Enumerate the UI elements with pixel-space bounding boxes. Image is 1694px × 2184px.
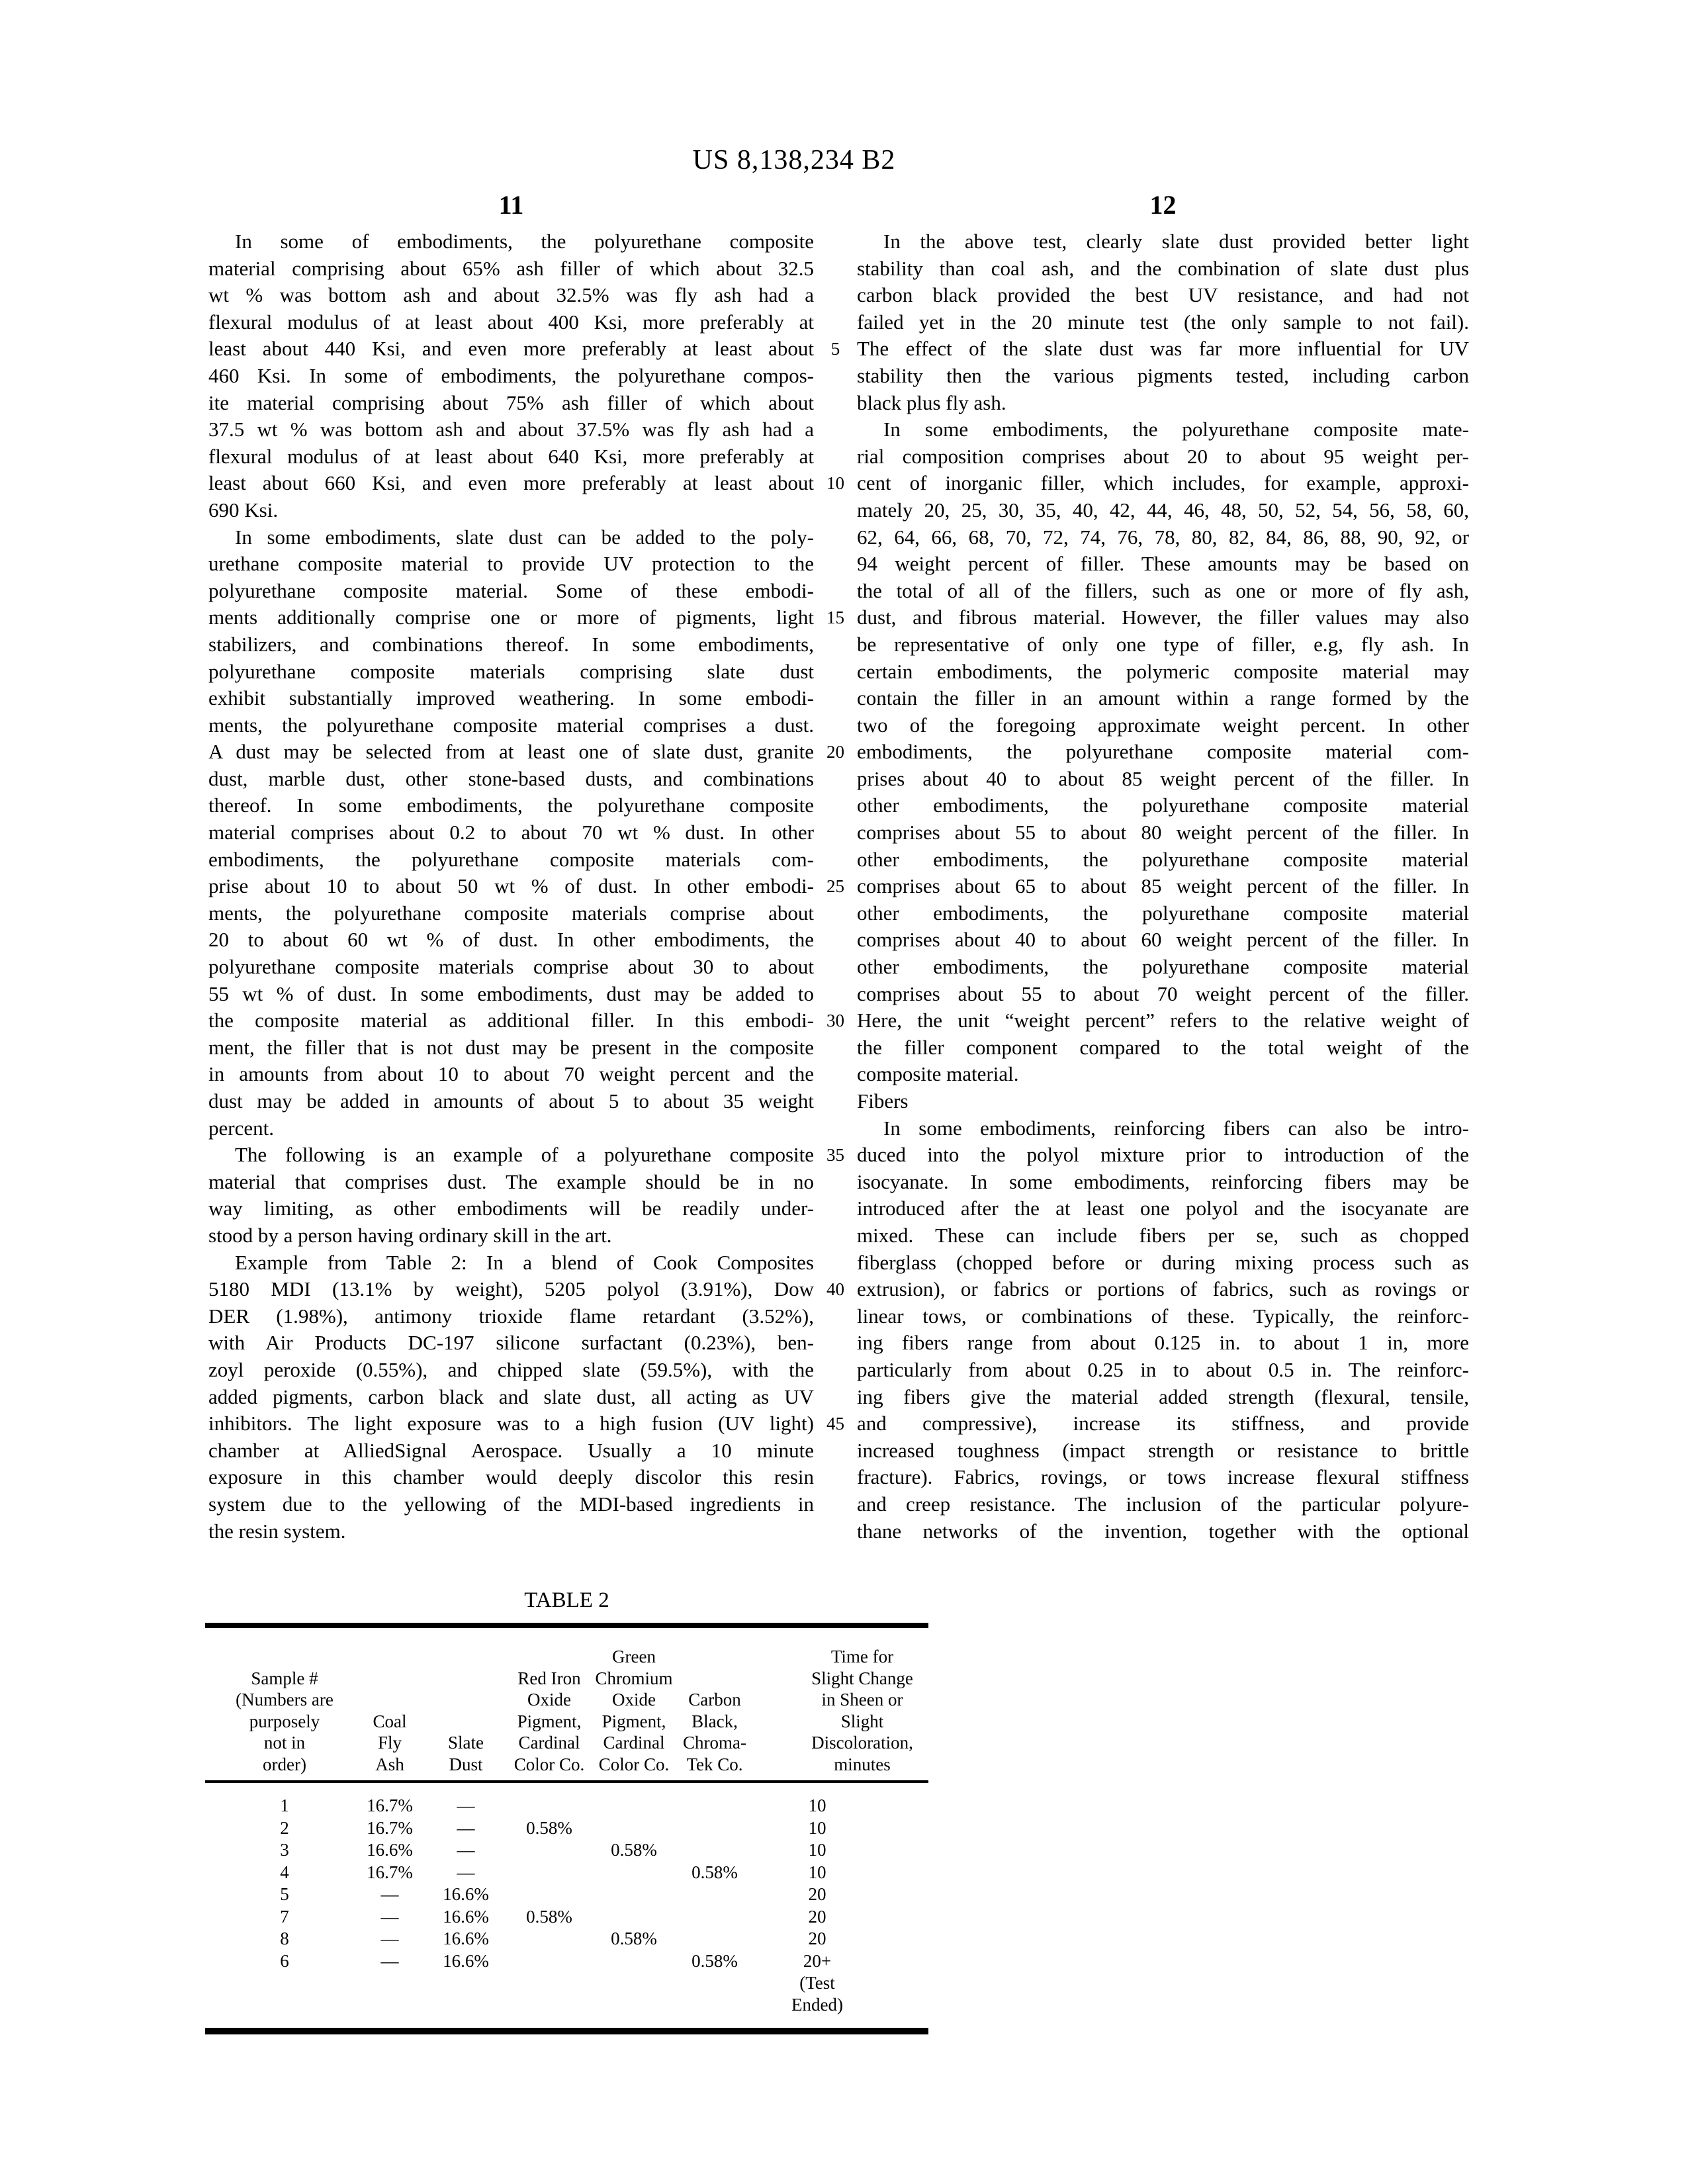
table-cell: 10	[808, 1796, 826, 1815]
text-line: DER (1.98%), antimony trioxide flame retardant (3.52%),	[208, 1304, 814, 1328]
line-number: 15	[826, 608, 844, 628]
patent-column-11	[208, 228, 814, 1545]
table-cell: 16.6%	[443, 1906, 489, 1927]
text-line: comprises about 55 to about 80 weight percent of the filler. In	[857, 821, 1469, 844]
text-line: thane networks of the invention, together with the optional	[857, 1519, 1469, 1543]
table-header-cell: Slate Dust	[448, 1733, 484, 1774]
line-number: 25	[826, 876, 844, 897]
text-line: the resin system.	[208, 1519, 346, 1543]
table-cell: 0.58%	[611, 1929, 657, 1948]
text-line: In some embodiments, slate dust can be added to the poly-	[235, 525, 814, 549]
table-header-cell: Red Iron Oxide Pigment, Cardinal Color Co.	[513, 1668, 585, 1774]
text-line: stability than coal ash, and the combination of slate dust plus	[857, 256, 1469, 280]
text-line: ing fibers give the material added strength (flexural, tensile,	[857, 1385, 1469, 1408]
table-cell: 0.58%	[691, 1862, 738, 1882]
text-line: ments, the polyurethane composite material comprises a dust.	[208, 713, 814, 737]
text-line: the total of all of the fillers, such as one or more of fly ash,	[857, 578, 1469, 602]
line-number: 35	[826, 1145, 844, 1165]
table-header-row	[205, 1628, 928, 1780]
text-line: In some embodiments, reinforcing fibers can also be intro-	[883, 1116, 1469, 1140]
table-row	[205, 1906, 928, 1929]
table-cell: 10	[808, 1840, 826, 1860]
text-line: In the above test, clearly slate dust provided better light	[883, 230, 1469, 253]
table-header-cell: Time for Slight Change in Sheen or Slight Discoloration, minutes	[811, 1647, 913, 1774]
text-line: ments additionally comprise one or more of pigments, light	[208, 606, 814, 629]
text-line: cent of inorganic filler, which includes, for example, approxi-	[857, 471, 1469, 495]
table-cell: 20	[808, 1929, 826, 1948]
table-cell: 0.58%	[691, 1950, 738, 1971]
text-line: polyurethane composite materials comprising slate dust	[208, 659, 814, 683]
table-cell: —	[457, 1796, 475, 1815]
text-line: 460 Ksi. In some of embodiments, the polyurethane compos-	[208, 363, 814, 387]
text-line: embodiments, the polyurethane composite material com-	[857, 740, 1469, 764]
text-line: In some of embodiments, the polyurethane composite	[235, 230, 814, 253]
text-line: material comprising about 65% ash filler of which about 32.5	[208, 256, 814, 280]
text-line: other embodiments, the polyurethane composite material	[857, 847, 1469, 871]
patent-column-12	[857, 228, 1469, 1545]
table-row	[205, 1950, 928, 2015]
text-line: 37.5 wt % was bottom ash and about 37.5% was fly ash had a	[208, 418, 814, 441]
table-row	[205, 1817, 928, 1840]
text-line: polyurethane composite material. Some of these embodi-	[208, 578, 814, 602]
table-cell: 0.58%	[611, 1840, 657, 1860]
text-line: 94 weight percent of filler. These amounts may be based on	[857, 552, 1469, 576]
text-line: and creep resistance. The inclusion of the particular polyure-	[857, 1492, 1469, 1516]
line-number-gutter	[814, 228, 857, 1552]
text-line: material comprises about 0.2 to about 70 wt % dust. In other	[208, 821, 814, 844]
line-number: 10	[826, 473, 844, 494]
text-line: ments, the polyurethane composite materials comprise about	[208, 901, 814, 925]
text-line: introduced after the at least one polyol and the isocyanate are	[857, 1197, 1469, 1220]
text-line: two of the foregoing approximate weight percent. In other	[857, 713, 1469, 737]
table-row	[205, 1884, 928, 1906]
text-line: percent.	[208, 1116, 274, 1140]
table-header-cell: Green Chromium Oxide Pigment, Cardinal Color Co.	[595, 1647, 673, 1774]
patent-number: US 8,138,234 B2	[692, 145, 896, 175]
text-line: material that comprises dust. The example should be in no	[208, 1169, 814, 1193]
text-line: carbon black provided the best UV resistance, and had not	[857, 283, 1469, 307]
text-line: dust, marble dust, other stone-based dusts, and combinations	[208, 766, 814, 790]
text-line: system due to the yellowing of the MDI-based ingredients in	[208, 1492, 814, 1516]
table-cell: 10	[808, 1817, 826, 1838]
table-cell: 16.7%	[367, 1796, 413, 1815]
table-cell: —	[380, 1929, 399, 1948]
table-cell: 16.6%	[367, 1840, 413, 1860]
table-cell: 0.58%	[526, 1906, 572, 1927]
text-line: and compressive), increase its stiffness, and provide	[857, 1412, 1469, 1435]
text-line: flexural modulus of at least about 640 Ksi, more preferably at	[208, 444, 814, 468]
text-line: stability then the various pigments tested, including carbon	[857, 363, 1469, 387]
text-line: embodiments, the polyurethane composite materials com-	[208, 847, 814, 871]
table-cell: 16.7%	[367, 1862, 413, 1882]
text-line: The following is an example of a polyurethane composite	[235, 1143, 814, 1167]
text-line: extrusion), or fabrics or portions of fabrics, such as rovings or	[857, 1277, 1469, 1301]
table-cell: —	[380, 1906, 399, 1927]
line-number: 30	[826, 1011, 844, 1031]
text-line: linear tows, or combinations of these. Typically, the reinforc-	[857, 1304, 1469, 1328]
text-line: other embodiments, the polyurethane composite material	[857, 955, 1469, 979]
table-cell: 6	[280, 1950, 289, 1971]
column-number-right: 12	[1149, 190, 1177, 220]
table-cell: 1	[280, 1796, 289, 1815]
table-cell: —	[380, 1950, 399, 1971]
text-line: 5180 MDI (13.1% by weight), 5205 polyol (3.91%), Dow	[208, 1277, 814, 1301]
table-cell: 5	[280, 1884, 289, 1904]
text-line: least about 440 Ksi, and even more preferably at least about	[208, 337, 814, 361]
table-cell: 8	[280, 1929, 289, 1948]
text-line: mixed. These can include fibers per se, such as chopped	[857, 1223, 1469, 1247]
text-line: be representative of only one type of filler, e.g, fly ash. In	[857, 632, 1469, 656]
text-line: fiberglass (chopped before or during mixing process such as	[857, 1250, 1469, 1274]
text-line: certain embodiments, the polymeric composite material may	[857, 659, 1469, 683]
text-line: comprises about 55 to about 70 weight percent of the filler.	[857, 981, 1469, 1005]
text-line: exposure in this chamber would deeply discolor this resin	[208, 1465, 814, 1489]
text-line: 20 to about 60 wt % of dust. In other embodiments, the	[208, 928, 814, 952]
text-line: other embodiments, the polyurethane composite material	[857, 901, 1469, 925]
table-row	[205, 1862, 928, 1884]
text-line: 62, 64, 66, 68, 70, 72, 74, 76, 78, 80, 82, 84, 86, 88, 90, 92, or	[857, 525, 1469, 549]
text-line: stood by a person having ordinary skill in the art.	[208, 1223, 612, 1247]
table-title: TABLE 2	[524, 1588, 609, 1612]
text-line: duced into the polyol mixture prior to introduction of the	[857, 1143, 1469, 1167]
line-number: 40	[826, 1279, 844, 1300]
table-cell: 0.58%	[526, 1817, 572, 1838]
line-number: 45	[826, 1414, 844, 1434]
table-rule-top	[205, 1623, 928, 1628]
text-line: 690 Ksi.	[208, 498, 279, 522]
text-line: 55 wt % of dust. In some embodiments, dust may be added to	[208, 981, 814, 1005]
text-line: Example from Table 2: In a blend of Cook Composites	[235, 1250, 814, 1274]
text-line: contain the filler in an amount within a range formed by the	[857, 686, 1469, 710]
text-line: mately 20, 25, 30, 35, 40, 42, 44, 46, 48, 50, 52, 54, 56, 58, 60,	[857, 498, 1469, 522]
table-cell: —	[380, 1884, 399, 1904]
text-line: black plus fly ash.	[857, 390, 1006, 414]
text-line: stabilizers, and combinations thereof. In some embodiments,	[208, 632, 814, 656]
table-cell: 3	[280, 1840, 289, 1860]
text-line: composite material.	[857, 1062, 1019, 1086]
text-line: ing fibers range from about 0.125 in. to about 1 in, more	[857, 1331, 1469, 1355]
text-line: with Air Products DC-197 silicone surfactant (0.23%), ben-	[208, 1331, 814, 1355]
text-line: rial composition comprises about 20 to about 95 weight per-	[857, 444, 1469, 468]
table-header-cell: Coal Fly Ash	[373, 1711, 407, 1774]
text-line: prise about 10 to about 50 wt % of dust. In other embodi-	[208, 874, 814, 898]
table-cell: 20+ (Test Ended)	[791, 1950, 843, 2015]
table-rule-bottom	[205, 2028, 928, 2034]
text-line: In some embodiments, the polyurethane composite mate-	[883, 418, 1469, 441]
table-cell: 16.6%	[443, 1929, 489, 1948]
text-line: Here, the unit “weight percent” refers to the relative weight of	[857, 1009, 1469, 1032]
text-line: The effect of the slate dust was far more influential for UV	[857, 337, 1469, 361]
text-line: way limiting, as other embodiments will be readily under-	[208, 1197, 814, 1220]
text-line: comprises about 40 to about 60 weight percent of the filler. In	[857, 928, 1469, 952]
text-line: thereof. In some embodiments, the polyurethane composite	[208, 794, 814, 817]
table-cell: 16.6%	[443, 1884, 489, 1904]
text-line: the filler component compared to the total weight of the	[857, 1035, 1469, 1059]
text-line: isocyanate. In some embodiments, reinforcing fibers may be	[857, 1169, 1469, 1193]
text-line: the composite material as additional filler. In this embodi-	[208, 1009, 814, 1032]
table-cell: —	[457, 1817, 475, 1838]
text-line: wt % was bottom ash and about 32.5% was fly ash had a	[208, 283, 814, 307]
text-line: A dust may be selected from at least one of slate dust, granite	[208, 740, 814, 764]
table-header-cell: Carbon Black, Chroma- Tek Co.	[683, 1690, 746, 1774]
line-number: 20	[826, 742, 844, 762]
table-cell: 2	[280, 1817, 289, 1838]
table-cell: 20	[808, 1906, 826, 1927]
text-line: Fibers	[857, 1089, 909, 1113]
text-line: prises about 40 to about 85 weight percent of the filler. In	[857, 766, 1469, 790]
text-line: in amounts from about 10 to about 70 weight percent and the	[208, 1062, 814, 1086]
table-cell: 16.6%	[443, 1950, 489, 1971]
table-cell: —	[457, 1862, 475, 1882]
text-line: ite material comprising about 75% ash filler of which about	[208, 390, 814, 414]
text-line: comprises about 65 to about 85 weight percent of the filler. In	[857, 874, 1469, 898]
table-cell: 20	[808, 1884, 826, 1904]
text-line: failed yet in the 20 minute test (the only sample to not fail).	[857, 310, 1469, 334]
text-line: least about 660 Ksi, and even more preferably at least about	[208, 471, 814, 495]
text-line: fracture). Fabrics, rovings, or tows increase flexural stiffness	[857, 1465, 1469, 1489]
text-line: dust, and fibrous material. However, the filler values may also	[857, 606, 1469, 629]
table-body	[205, 1783, 928, 2015]
text-line: increased toughness (impact strength or resistance to brittle	[857, 1438, 1469, 1462]
table-cell: 4	[280, 1862, 289, 1882]
text-line: added pigments, carbon black and slate dust, all acting as UV	[208, 1385, 814, 1408]
text-line: zoyl peroxide (0.55%), and chipped slate (59.5%), with the	[208, 1357, 814, 1381]
line-number: 5	[830, 339, 840, 359]
text-line: particularly from about 0.25 in to about 0.5 in. The reinforc-	[857, 1357, 1469, 1381]
text-line: polyurethane composite materials comprise about 30 to about	[208, 955, 814, 979]
table-cell: —	[457, 1840, 475, 1860]
text-line: inhibitors. The light exposure was to a high fusion (UV light)	[208, 1412, 814, 1435]
table-cell: 16.7%	[367, 1817, 413, 1838]
table-cell: 7	[280, 1906, 289, 1927]
text-line: dust may be added in amounts of about 5 to about 35 weight	[208, 1089, 814, 1113]
text-line: exhibit substantially improved weathering. In some embodi-	[208, 686, 814, 710]
table-row	[205, 1839, 928, 1862]
table-header-cell: Sample # (Numbers are purposely not in order)	[236, 1668, 334, 1774]
table-2	[205, 1588, 928, 2034]
table-row	[205, 1928, 928, 1950]
text-line: flexural modulus of at least about 400 Ksi, more preferably at	[208, 310, 814, 334]
column-number-left: 11	[498, 190, 524, 220]
text-line: chamber at AlliedSignal Aerospace. Usually a 10 minute	[208, 1438, 814, 1462]
text-line: urethane composite material to provide UV protection to the	[208, 552, 814, 576]
text-line: ment, the filler that is not dust may be present in the composite	[208, 1035, 814, 1059]
table-cell: 10	[808, 1862, 826, 1882]
table-row	[205, 1795, 928, 1817]
text-line: other embodiments, the polyurethane composite material	[857, 794, 1469, 817]
